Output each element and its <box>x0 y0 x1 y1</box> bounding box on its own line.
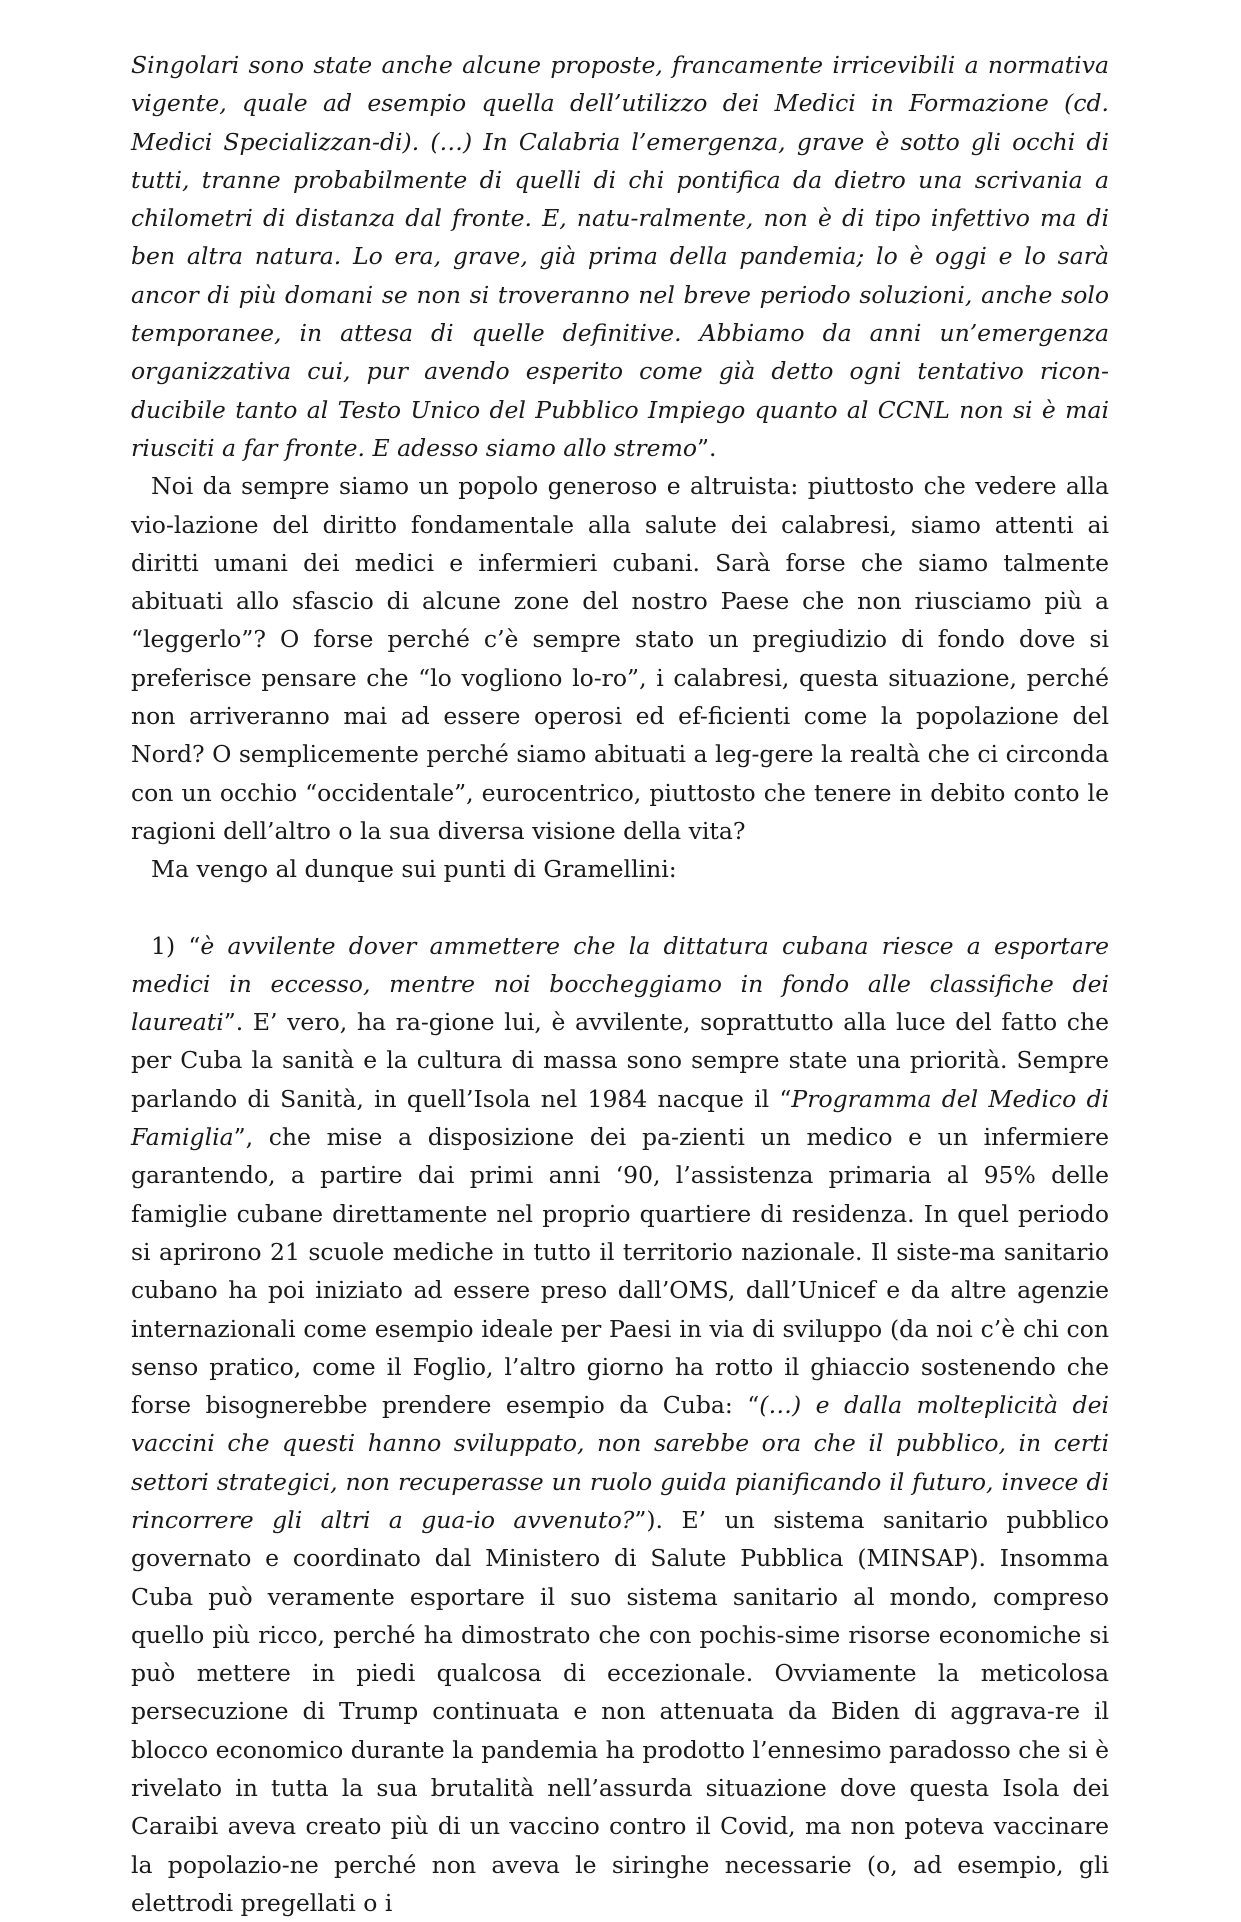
quote-closing: ”. <box>697 433 717 462</box>
program-title: Programma del Medico di Famiglia <box>131 1084 1110 1152</box>
body-paragraph-intro: Ma vengo al dunque sui punti di Gramellini: <box>151 855 677 884</box>
quote-text: Singolari sono state anche alcune proposte, francamente irricevibili a normativa vigente, quale ad esempio quella dell’utilizzo dei Medici in Formazione (cd. Medici Specializzan-di). (…) In Calabria l’emergenza, grave è sotto gli occhi di tutti, tranne probabilmente di quelli di chi pontifica da dietro una scrivania a chilometri di distanza dal fronte. E, natu-ralmente, non è di tipo infettivo ma di ben altra natura. Lo era, grave, già prima della pandemia; lo è oggi e lo sarà ancor di più domani se non si troveranno nel breve periodo soluzioni, anche solo temporanee, in attesa di quelle definitive. Abbiamo da anni un’emergenza organizzativa cui, pur avendo esperito come già detto ogni tentativo ricon-ducibile tanto al Testo Unico del Pubblico Impiego quanto al CCNL non si è mai riusciti a far fronte. E adesso siamo allo stremo <box>131 51 1109 462</box>
body-text: ”). E’ un sistema sanitario pubblico governato e coordinato dal Ministero di Salute Pubblica (MINSAP). Insomma Cuba può veramente esportare il suo sistema sanitario al mondo, compreso quello più ricco, perché ha dimostrato che con pochis-sime risorse economiche si può mettere in piedi qualcosa di eccezionale. Ovviamente la meticolosa persecuzione di Trump continuata e non attenuata da Biden di aggrava-re il blocco economico durante la pandemia ha prodotto l’ennesimo paradosso che si è rivelato in tutta la sua brutalità nell’assurda situazione dove questa Isola dei Caraibi aveva creato più di un vaccino contro il Covid, ma non poteva vaccinare la popolazio-ne perché non aveva le siringhe necessarie (o, ad esempio, gli elettrodi pregellati o i <box>131 1505 1110 1917</box>
body-text: ”. E’ vero, ha ra-gione lui, è avvilente, soprattutto alla luce del fatto che per Cuba la sanità e la cultura di massa sono sempre state una priorità. Sempre parlando di Sanità, in quell’Isola nel 1984 nacque il “ <box>131 1008 1109 1113</box>
point-one-paragraph <box>131 927 1109 1922</box>
body-paragraph: Noi da sempre siamo un popolo generoso e altruista: piuttosto che vedere alla vio-lazione del diritto fondamentale alla salute dei calabresi, siamo attenti ai diritti umani dei medici e infermieri cubani. Sarà forse che siamo talmente abituati allo sfascio di alcune zone del nostro Paese che non riusciamo più a “leggerlo”? O forse perché c’è sempre stato un pregiudizio di fondo dove si preferisce pensare che “lo vogliono lo-ro”, i calabresi, questa situazione, perché non arriveranno mai ad essere operosi ed ef-ficienti come la popolazione del Nord? O semplicemente perché siamo abituati a leg-gere la realtà che ci circonda con un occhio “occidentale”, eurocentrico, piuttosto che tenere in debito conto le ragioni dell’altro o la sua diversa visione della vita? <box>131 472 1109 845</box>
body-text: ”, che mise a disposizione dei pa-zienti un medico e un infermiere garantendo, a partire dai primi anni ‘90, l’assistenza primaria al 95% delle famiglie cubane direttamente nel proprio quartiere di residenza. In quel periodo si aprirono 21 scuole mediche in tutto il territorio nazionale. Il siste-ma sanitario cubano ha poi iniziato ad essere preso dall’OMS, dall’Unicef e da altre agenzie internazionali come esempio ideale per Paesi in via di sviluppo (da noi c’è chi con senso pratico, come il Foglio, l’altro giorno ha rotto il ghiaccio sostenendo che forse bisognerebbe prendere esempio da Cuba: “ <box>131 1123 1109 1420</box>
document-page <box>131 46 1109 1922</box>
foglio-quote: (…) e dalla molteplicità dei vaccini che questi hanno sviluppato, non sarebbe ora che il pubblico, in certi settori strategici, non recuperasse un ruolo guida pianificando il futuro, invece di rincorrere gli altri a gua-io avvenuto? <box>131 1391 1109 1534</box>
point-number: 1) “ <box>151 931 201 960</box>
quoted-paragraph <box>131 46 1109 467</box>
paragraph-spacer <box>131 889 1109 927</box>
gramellini-quote: è avvilente dover ammettere che la dittatura cubana riesce a esportare medici in eccesso, mentre noi boccheggiamo in fondo alle classifiche dei laureati <box>131 931 1109 1037</box>
